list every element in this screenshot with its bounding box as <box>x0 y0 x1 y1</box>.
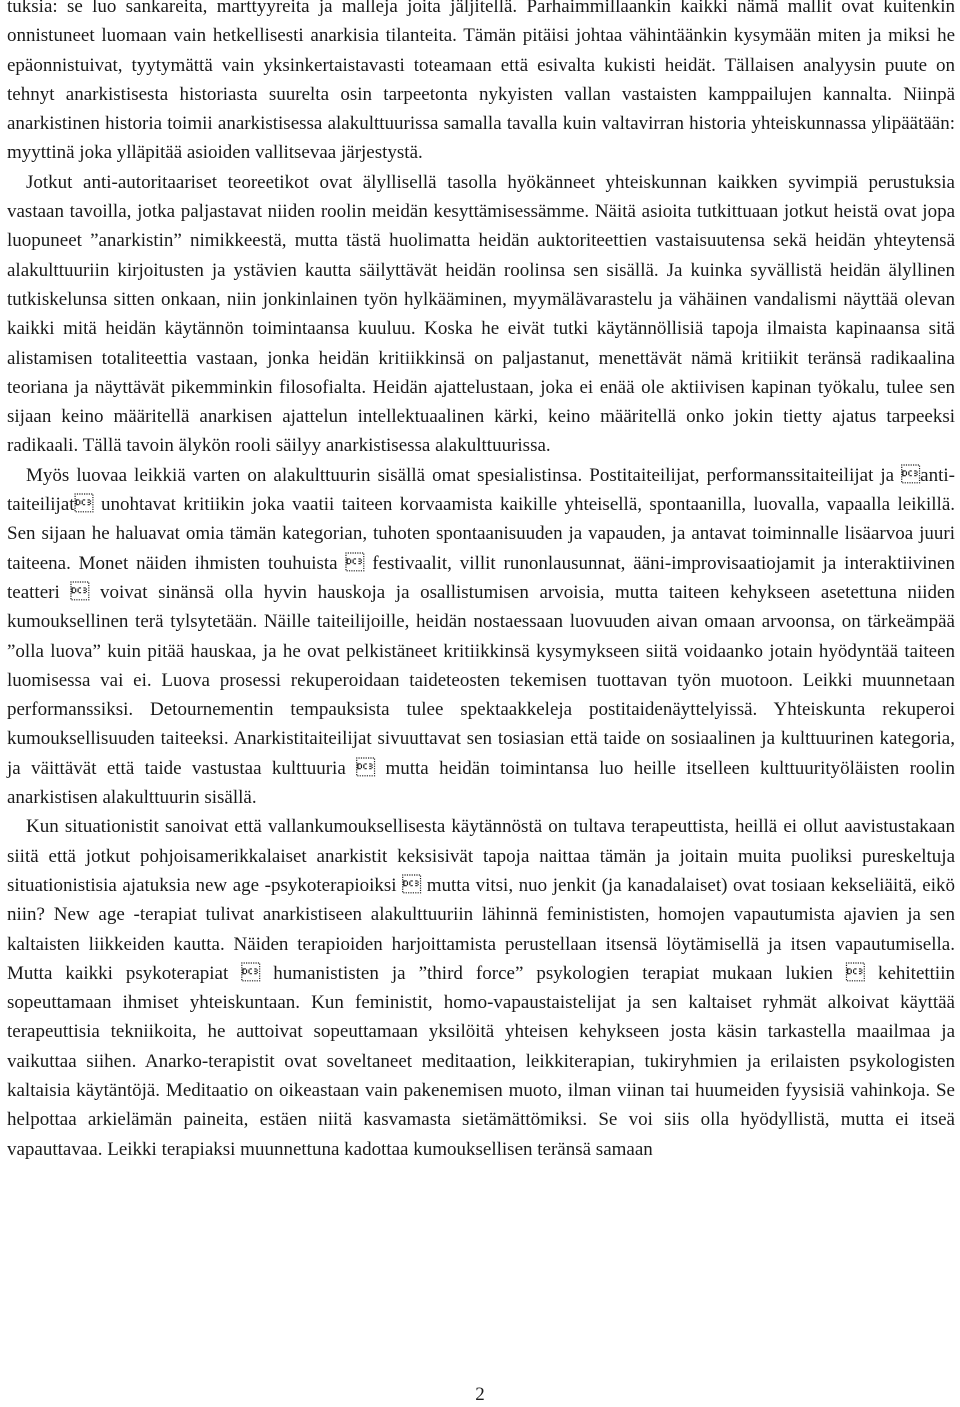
paragraph-4: Kun situationistit sanoivat että vallankumouksellisesta käytännöstä on tultava terapeuttista, heillä ei ollut aavistustakaan siitä että jotkut pohjoisamerikkalaiset anarkistit keksisivät tapoja naittaa tämän ja joitain muita puoliksi pureskeltuja situationistisia ajatuksia new age -psykoterapioiksi  mutta vitsi, nuo jenkit (ja kanadalaiset) ovat tosiaan kekseliäitä, eikö niin? New age -terapiat tulivat anarkistiseen alakulttuuriin lähinnä feminististen, homojen vapautumista ajavien ja sen kaltaisten liikkeiden kautta. Näiden terapioiden harjoittamista perustellaan itsensä löytämisellä ja itsen vapautumisella. Mutta kaikki psykoterapiat  humanististen ja ”third force” psykologien terapiat mukaan lukien  kehitettiin sopeuttamaan ihmiset yhteiskuntaan. Kun feministit, homo-vapaustaistelijat ja sen kaltaiset ryhmät alkoivat käyttää terapeuttisia tekniikoita, he auttoivat sopeuttamaan yksilöitä yhteisen kehykseen josta käsin tarkastella maailmaa ja vaikuttaa siihen. Anarko-terapistit ovat soveltaneet meditaation, leikkiterapian, tukiryhmien ja erilaisten psykologisten kaltaisia käytäntöjä. Meditaatio on oikeastaan vain pakenemisen muoto, ilman viinan tai huumeiden fyysisiä vahinkoja. Se helpottaa arkielämän paineita, estäen niitä kasvamasta sietämättömiksi. Se voi siis olla hyödyllistä, mutta ei itseä vapauttavaa. Leikki terapiaksi muunnettuna kadottaa kumouksellisen teränsä samaan <box>7 816 955 1160</box>
document-page <box>7 0 955 1164</box>
page-number: 2 <box>475 1384 485 1405</box>
paragraph-1: tuksia: se luo sankareita, marttyyreita ja malleja joita jäljitellä. Parhaimmillaankin kaikki nämä mallit ovat kuitenkin onnistuneet luomaan vain hetkellisesti anarkisia tilanteita. Tämän pitäisi johtaa vähintäänkin kysymään miten ja miksi he epäonnistuivat, tyytymättä vain yksinkertaistavasti toteamaan että esivalta kukisti heidät. Tällaisen analyysin puute on tehnyt anarkistisesta historiasta suurelta osin tarpeetonta nykyisten vallan vastaisten kamppailujen kannalta. Niinpä anarkistinen historia toimii anarkistisessa alakulttuurissa samalla tavalla kuin valtavirran historia yhteiskunnassa ylipäätään: myyttinä joka ylläpitää asioiden vallitsevaa järjestystä. <box>7 0 955 164</box>
paragraph-3: Myös luovaa leikkiä varten on alakulttuurin sisällä omat spesialistinsa. Postitaiteilijat, performanssitaiteilijat ja anti-taiteilijat unohtavat kritiikin joka vaatii taiteen korvaamista kaikille yhteisellä, spontaanilla, luovalla, vapaalla leikillä. Sen sijaan he haluavat omia tämän kategorian, tuhoten spontaanisuuden ja vapauden, ja antavat toiminnalle lisäarvoa juuri taiteena. Monet näiden ihmisten touhuista  festivaalit, villit runonlausunnat, ääni-improvisaatiojamit ja interaktiivinen teatteri  voivat sinänsä olla hyvin hauskoja ja osallistumisen arvoisia, mutta taiteen kehykseen asetettuna niiden kumouksellinen terä tylsytetään. Näille taiteilijoille, heidän nostaessaan luovuuden aivan omaan arvoonsa, on tärkeämpää ”olla luova” kuin pitää hauskaa, ja he ovat pelkistäneet kritiikkinsä kysymykseen siitä voidaanko jotain hyödyntää taiteen luomisessa vai ei. Luova prosessi rekuperoidaan taideteosten tekemisen tuottavan työn muotoon. Leikki muunnetaan performanssiksi. Detournementin tempauksista tulee spektaakkeleja postitaidenäyttelyissä. Yhteiskunta rekuperoi kumouksellisuuden taiteeksi. Anarkistitaiteilijat sivuuttavat sen tosiasian että taide on sosiaalinen ja kulttuurinen kategoria, ja väittävät että taide vastustaa kulttuuria  mutta heidän toimintansa luo heille itselleen kulttuurityöläisten roolin anarkistisen alakulttuurin sisällä. <box>7 464 955 809</box>
paragraph-2: Jotkut anti-autoritaariset teoreetikot ovat älyllisellä tasolla hyökänneet yhteiskunnan kaikken syvimpiä perustuksia vastaan tavoilla, jotka paljastavat niiden roolin meidän kesyttämisessämme. Näitä asioita tutkittuaan jotkut heistä ovat jopa luopuneet ”anarkistin” nimikkeestä, mutta tästä huolimatta heidän auktoriteettien vastaisuutensa sekä heidän yhteytensä alakulttuuriin kirjoitusten ja ystävien kautta säilyttävät heidän roolinsa sen sisällä. Ja kuinka syvällistä heidän älyllinen tutkiskelunsa sitten onkaan, niin jonkinlainen työn hylkääminen, myymälävarastelu ja vähäinen vandalismi näyttää olevan kaikki mitä heidän käytännön toimintaansa kuuluu. Koska he eivät tutki käytännöllisiä tapoja ilmaista kapinaansa sitä alistamisen totaliteettia vastaan, jonka heidän kritiikkinsä on paljastanut, menettävät nämä kritiikit teränsä radikaalina teoriana ja näyttävät pikemminkin filosofialta. Heidän ajattelustaan, joka ei enää ole aktiivisen kapinan työkalu, tulee sen sijaan keino määritellä anarkisen ajattelun intellektuaalinen kärki, keino määritellä onko jokin tietty ajatus tarpeeksi radikaali. Tällä tavoin älykön rooli säilyy anarkistisessa alakulttuurissa. <box>7 171 955 457</box>
